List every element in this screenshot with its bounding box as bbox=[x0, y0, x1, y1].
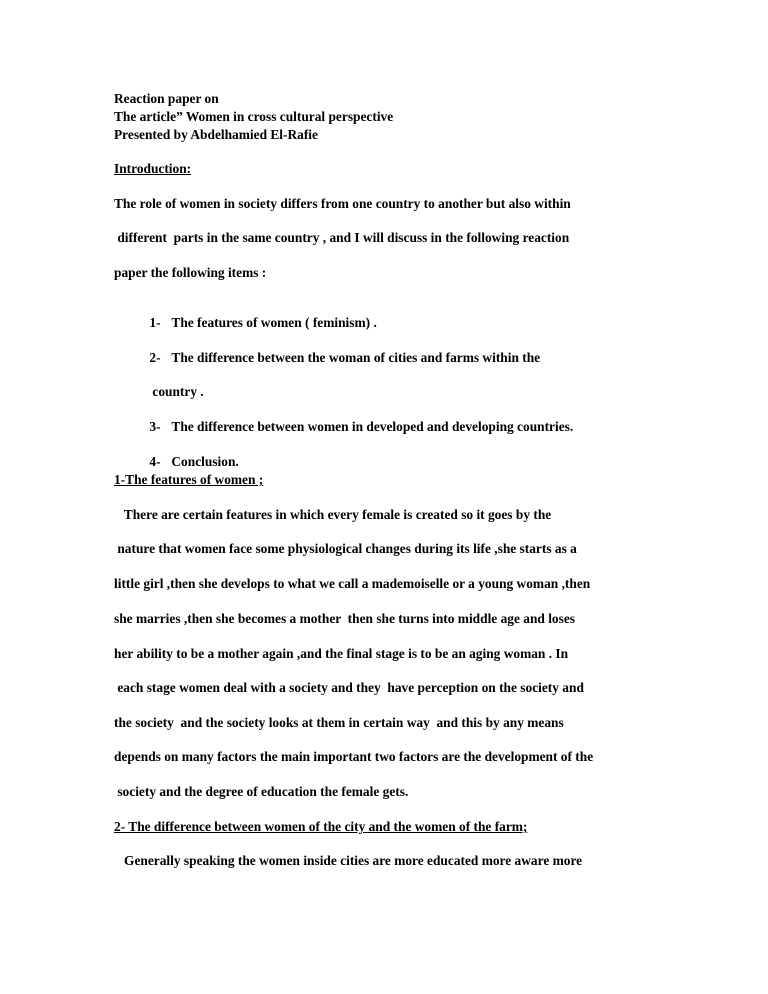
paragraph-line: her ability to be a mother again ,and the final stage is to be an aging woman . In bbox=[114, 646, 569, 661]
list-item-text: The difference between the woman of cities and farms within the bbox=[171, 350, 541, 365]
paragraph-line: paper the following items : bbox=[114, 265, 267, 280]
paragraph-line: different parts in the same country , and I will discuss in the following reaction bbox=[114, 230, 570, 245]
paragraph-line: Generally speaking the women inside cities are more educated more aware more bbox=[114, 853, 583, 868]
title-line-1: Reaction paper on bbox=[114, 91, 219, 106]
list-item-text: Conclusion. bbox=[171, 454, 239, 469]
paragraph-line: each stage women deal with a society and they have perception on the society and bbox=[114, 680, 584, 695]
list-item-number: 2- bbox=[149, 350, 161, 365]
list-item-text: The difference between women in developed and developing countries. bbox=[171, 419, 574, 434]
paragraph-line: The role of women in society differs from one country to another but also within bbox=[114, 196, 571, 211]
list-item-number: 3- bbox=[149, 419, 161, 434]
section1-heading: 1-The features of women ; bbox=[114, 472, 264, 487]
paragraph-line: little girl ,then she develops to what we call a mademoiselle or a young woman ,then bbox=[114, 576, 591, 591]
section2-heading: 2- The difference between women of the city and the women of the farm; bbox=[114, 819, 528, 834]
paragraph-line: she marries ,then she becomes a mother then she turns into middle age and loses bbox=[114, 611, 575, 626]
introduction-heading: Introduction: bbox=[114, 161, 192, 176]
paragraph-line: There are certain features in which every female is created so it goes by the bbox=[114, 507, 552, 522]
title-line-2: The article” Women in cross cultural perspective bbox=[114, 109, 394, 124]
paragraph-line: nature that women face some physiological changes during its life ,she starts as a bbox=[114, 541, 577, 556]
paragraph-line: the society and the society looks at them in certain way and this by any means bbox=[114, 715, 564, 730]
list-item-number: 1- bbox=[149, 315, 161, 330]
list-item-text: The features of women ( feminism) . bbox=[171, 315, 377, 330]
title-line-3: Presented by Abdelhamied El-Rafie bbox=[114, 127, 318, 142]
paragraph-line: depends on many factors the main important two factors are the development of the bbox=[114, 749, 594, 764]
paragraph-line: society and the degree of education the female gets. bbox=[114, 784, 409, 799]
list-item-text: country . bbox=[152, 384, 204, 399]
list-item-number: 4- bbox=[149, 454, 161, 469]
